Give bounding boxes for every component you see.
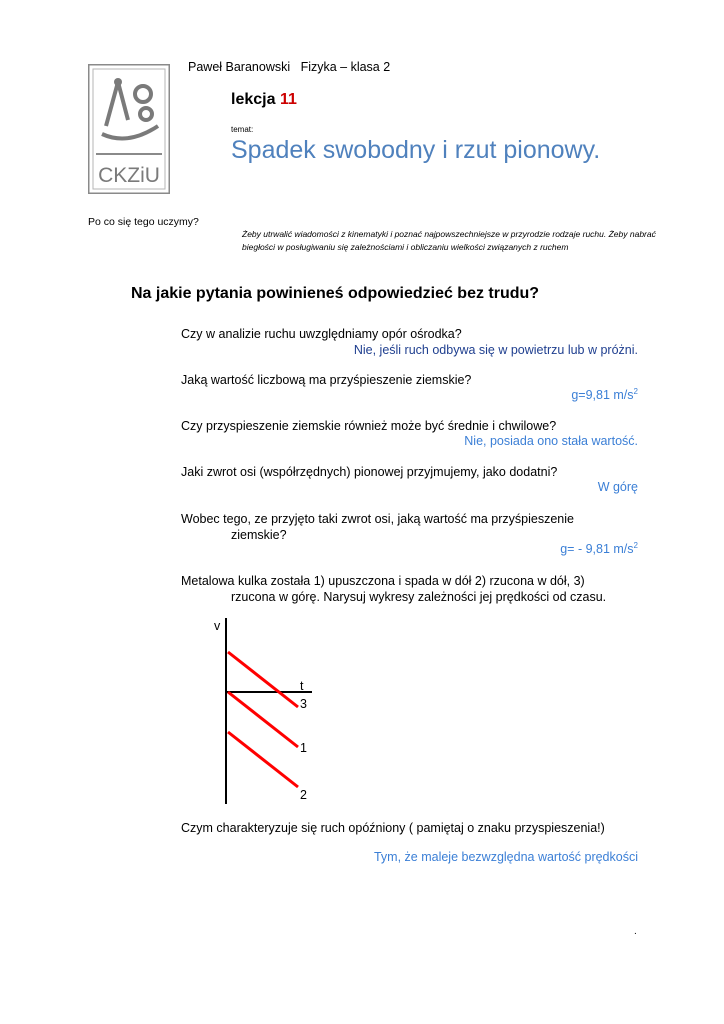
question-5-line1: Wobec tego, ze przyjęto taki zwrot osi, jaką wartość ma przyśpieszenie bbox=[181, 512, 574, 526]
question-6-line2: rzucona w górę. Narysuj wykresy zależności jej prędkości od czasu. bbox=[231, 590, 607, 604]
author-name: Paweł Baranowski bbox=[188, 60, 291, 74]
ckziu-logo bbox=[88, 64, 170, 194]
line-label-1: 1 bbox=[300, 741, 307, 755]
lesson-label: lekcja bbox=[231, 91, 276, 108]
question-5-line2: ziemskie? bbox=[231, 528, 287, 542]
question-2: Jaką wartość liczbową ma przyśpieszenie ziemskie? bbox=[181, 373, 472, 387]
velocity-time-graph bbox=[200, 612, 330, 812]
answer-1: Nie, jeśli ruch odbywa się w powietrzu lub w próżni. bbox=[353, 343, 638, 357]
purpose-label: Po co się tego uczymy? bbox=[88, 216, 199, 228]
question-3: Czy przyspieszenie ziemskie również może być średnie i chwilowe? bbox=[181, 419, 557, 433]
lesson-num: 11 bbox=[279, 91, 297, 108]
footer-mark: . bbox=[634, 926, 637, 937]
answer-3: Nie, posiada ono stała wartość. bbox=[464, 434, 638, 448]
topic-title: Spadek swobodny i rzut pionowy. bbox=[231, 136, 601, 164]
line-label-3: 3 bbox=[300, 697, 307, 711]
question-4: Jaki zwrot osi (współrzędnych) pionowej przyjmujemy, jako dodatni? bbox=[181, 465, 558, 479]
questions-heading: Na jakie pytania powinieneś odpowiedzieć bez trudu? bbox=[131, 285, 540, 302]
answer-2: g=9,81 $m/s^2$ bbox=[571, 387, 638, 403]
final-question: Czym charakteryzuje się ruch opóźniony ( pamiętaj o znaku przyspieszenia!) bbox=[181, 821, 605, 835]
line-label-2: 2 bbox=[300, 788, 307, 802]
question-1: Czy w analizie ruchu uwzględniamy opór ośrodka? bbox=[181, 327, 462, 341]
final-answer: Tym, że maleje bezwzględna wartość prędkości bbox=[373, 850, 638, 864]
subject-class: Fizyka – klasa 2 bbox=[300, 60, 391, 74]
v-axis-label: v bbox=[214, 619, 221, 633]
topic-label: temat: bbox=[231, 125, 254, 134]
author-line bbox=[188, 60, 390, 74]
logo-text: CKZiU bbox=[98, 164, 160, 187]
purpose-text: Żeby utrwalić wiadomości z kinematyki i poznać najpowszechniejsze w przyrodzie rodzaje ruchu. Żeby nabrać biegłości w posługiwaniu się zależnościami i obliczaniu wielkości związanych z ruchem bbox=[242, 229, 656, 252]
t-axis-label: t bbox=[300, 679, 304, 693]
question-5 bbox=[181, 511, 574, 543]
question-6-line1: Metalowa kulka została 1) upuszczona i spada w dół 2) rzucona w dół, 3) bbox=[181, 574, 585, 588]
lesson-number bbox=[231, 91, 297, 109]
answer-5: g= - 9,81 $m/s^2$ bbox=[560, 541, 638, 557]
question-6 bbox=[181, 573, 606, 605]
answer-4: W górę bbox=[597, 480, 638, 494]
